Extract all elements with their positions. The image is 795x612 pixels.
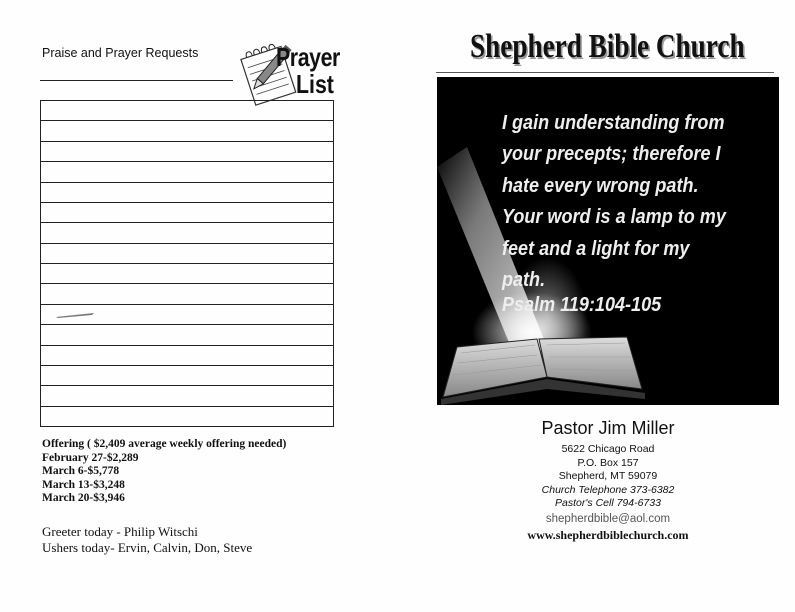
pastor-name: Pastor Jim Miller bbox=[541, 418, 675, 438]
website-url: www.shepherdbiblechurch.com bbox=[527, 528, 689, 542]
verse-line: feet and a light for my bbox=[502, 236, 690, 260]
ruled-line bbox=[41, 263, 333, 264]
email-address: shepherdbible@aol.com bbox=[545, 513, 671, 525]
verse-image bbox=[437, 77, 779, 405]
verse-line: I gain understanding from bbox=[502, 111, 725, 134]
offering-line: February 27-$2,289 bbox=[42, 451, 139, 464]
logo-word-prayer: Prayer bbox=[276, 42, 340, 72]
ruled-line bbox=[41, 304, 333, 305]
church-address bbox=[437, 443, 779, 511]
ruled-line bbox=[41, 222, 333, 223]
verse-line: your precepts; therefore I bbox=[502, 142, 721, 166]
ruled-line bbox=[41, 324, 333, 325]
ruled-line bbox=[41, 182, 333, 183]
street-address: 5622 Chicago Road bbox=[561, 443, 655, 455]
verse-reference: Psalm 119:104-105 bbox=[502, 293, 662, 316]
verse-line: path. bbox=[502, 268, 546, 292]
logo-word-list: List bbox=[296, 69, 334, 99]
offering-report bbox=[42, 438, 286, 506]
offering-line: March 6-$5,778 bbox=[42, 465, 120, 478]
church-phone: Church Telephone 373-6382 bbox=[541, 483, 675, 496]
title-divider bbox=[436, 72, 774, 73]
prayer-list-logo bbox=[238, 38, 358, 106]
ruled-line bbox=[41, 365, 333, 366]
prayer-request-lines bbox=[40, 100, 334, 427]
ruled-line bbox=[41, 141, 333, 142]
ruled-line bbox=[41, 100, 333, 101]
ruled-line bbox=[41, 283, 333, 284]
ruled-line bbox=[41, 345, 333, 346]
ruled-line bbox=[41, 406, 333, 407]
offering-line: Offering ( $2,409 average weekly offering needed) bbox=[42, 438, 287, 450]
ruled-line bbox=[41, 202, 333, 203]
offering-line: March 20-$3,946 bbox=[42, 492, 125, 505]
church-name-title: Shepherd Bible Church bbox=[470, 28, 745, 65]
pastor-cell: Pastor's Cell 794-6733 bbox=[555, 497, 661, 510]
ruled-line bbox=[41, 243, 333, 244]
service-roles bbox=[42, 524, 252, 556]
writing-line bbox=[40, 80, 233, 81]
ruled-line bbox=[41, 385, 333, 386]
ruled-line bbox=[41, 120, 333, 121]
pencil-mark bbox=[56, 312, 96, 318]
ruled-line bbox=[41, 161, 333, 162]
po-box: P.O. Box 157 bbox=[577, 456, 639, 469]
verse-text bbox=[502, 107, 744, 295]
city-state-zip: Shepherd, MT 59079 bbox=[558, 470, 658, 483]
ushers-text: Ushers today- Ervin, Calvin, Don, Steve bbox=[42, 540, 253, 555]
greeter-text: Greeter today - Philip Witschi bbox=[42, 524, 198, 539]
prayer-requests-heading: Praise and Prayer Requests bbox=[42, 46, 199, 60]
verse-line: hate every wrong path. bbox=[502, 173, 699, 197]
offering-line: March 13-$3,248 bbox=[42, 478, 125, 491]
verse-line: Your word is a lamp to my bbox=[502, 205, 726, 229]
